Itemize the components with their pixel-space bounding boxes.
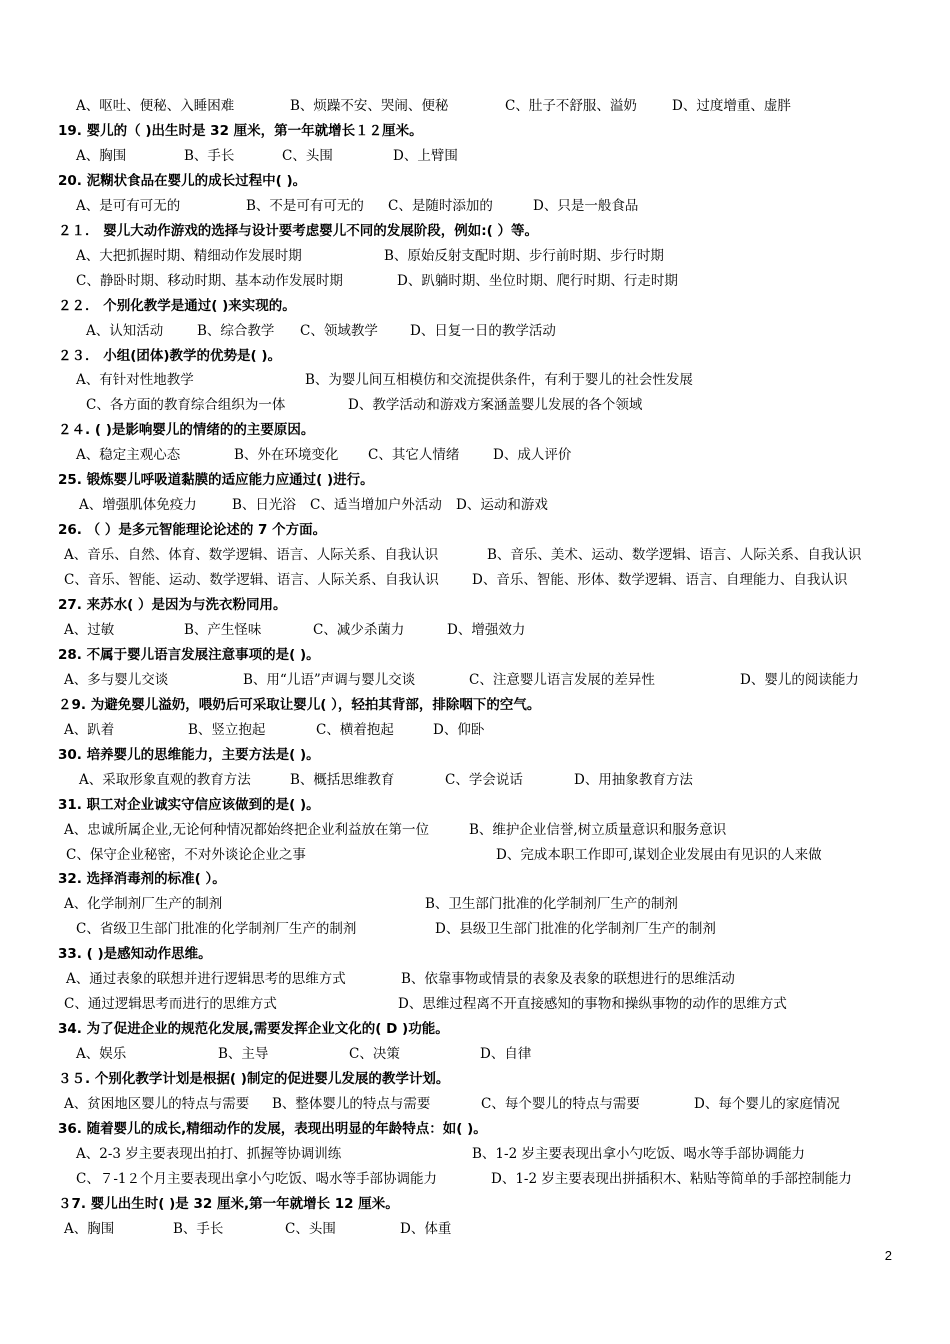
- answer-option: C、其它人情绪: [368, 447, 460, 463]
- answer-option: A、增强肌体免疫力: [79, 497, 197, 513]
- answer-option: B、整体婴儿的特点与需要: [272, 1096, 431, 1112]
- question-text: ２４. ( )是影响婴儿的情绪的的主要原因。: [58, 422, 315, 438]
- answer-option: A、过敏: [64, 622, 115, 638]
- answer-option: B、原始反射支配时期、步行前时期、步行时期: [384, 248, 664, 264]
- answer-option: A、趴着: [64, 722, 115, 738]
- question-text: 32. 选择消毒剂的标准( ）。: [58, 871, 226, 887]
- answer-option: D、上臂围: [393, 148, 458, 164]
- answer-option: A、忠诚所属企业,无论何种情况都始终把企业利益放在第一位: [64, 822, 430, 838]
- answer-option: A、贫困地区婴儿的特点与需要: [64, 1096, 250, 1112]
- answer-option: B、依靠事物或情景的表象及表象的联想进行的思维活动: [401, 971, 735, 987]
- answer-option: B、主导: [218, 1046, 269, 1062]
- answer-option: D、自律: [480, 1046, 532, 1062]
- answer-option: B、为婴儿间互相模仿和交流提供条件，有利于婴儿的社会性发展: [305, 372, 693, 388]
- answer-option: B、卫生部门批准的化学制剂厂生产的制剂: [425, 896, 678, 912]
- answer-option: A、化学制剂厂生产的制剂: [64, 896, 223, 912]
- answer-option: D、仰卧: [433, 722, 485, 738]
- answer-option: D、成人评价: [493, 447, 572, 463]
- answer-option: A、多与婴儿交谈: [64, 672, 169, 688]
- answer-option: D、用抽象教育方法: [574, 772, 693, 788]
- answer-option: D、增强效力: [447, 622, 526, 638]
- answer-option: D、只是一般食品: [533, 198, 639, 214]
- answer-option: A、胸围: [76, 148, 127, 164]
- question-text: 25. 锻炼婴儿呼吸道黏膜的适应能力应通过( )进行。: [58, 472, 374, 488]
- answer-option: A、大把抓握时期、精细动作发展时期: [76, 248, 302, 264]
- answer-option: A、呕吐、便秘、入睡困难: [76, 98, 235, 114]
- question-text: 34. 为了促进企业的规范化发展,需要发挥企业文化的( D )功能。: [58, 1021, 449, 1037]
- answer-option: C、各方面的教育综合组织为一体: [86, 397, 286, 413]
- answer-option: C、保守企业秘密，不对外谈论企业之事: [66, 847, 306, 863]
- answer-option: A、稳定主观心态: [76, 447, 181, 463]
- answer-option: C、横着抱起: [316, 722, 394, 738]
- question-text: 20. 泥糊状食品在婴儿的成长过程中( )。: [58, 173, 307, 189]
- answer-option: C、是随时添加的: [388, 198, 493, 214]
- question-text: 19. 婴儿的（ )出生时是 32 厘米，第一年就增长１２厘米。: [58, 123, 423, 139]
- answer-option: D、县级卫生部门批准的化学制剂厂生产的制剂: [435, 921, 716, 937]
- answer-option: B、综合教学: [197, 323, 275, 339]
- answer-option: B、维护企业信誉,树立质量意识和服务意识: [469, 822, 727, 838]
- question-text: 28. 不属于婴儿语言发展注意事项的是( )。: [58, 647, 320, 663]
- answer-option: A、2-3 岁主要表现出拍打、抓握等协调训练: [76, 1146, 342, 1162]
- answer-option: A、有针对性地教学: [76, 372, 194, 388]
- page-number: 2: [884, 1248, 892, 1263]
- answer-option: C、决策: [349, 1046, 400, 1062]
- answer-option: C、静卧时期、移动时期、基本动作发展时期: [76, 273, 343, 289]
- question-text: 36. 随着婴儿的成长,精细动作的发展，表现出明显的年龄特点：如( )。: [58, 1121, 487, 1137]
- answer-option: A、采取形象直观的教育方法: [79, 772, 251, 788]
- answer-option: C、省级卫生部门批准的化学制剂厂生产的制剂: [76, 921, 357, 937]
- answer-option: C、适当增加户外活动: [310, 497, 442, 513]
- question-text: 31. 职工对企业诚实守信应该做到的是( )。: [58, 797, 320, 813]
- answer-option: D、1-2 岁主要表现出拼插积木、粘贴等简单的手部控制能力: [491, 1171, 852, 1187]
- answer-option: D、婴儿的阅读能力: [740, 672, 859, 688]
- question-text: 26. （ ）是多元智能理论论述的 7 个方面。: [58, 522, 327, 538]
- answer-option: A、是可有可无的: [76, 198, 181, 214]
- answer-option: B、烦躁不安、哭闹、便秘: [290, 98, 449, 114]
- answer-option: D、过度增重、虚胖: [672, 98, 791, 114]
- answer-option: D、音乐、智能、形体、数学逻辑、语言、自理能力、自我认识: [472, 572, 848, 588]
- answer-option: C、学会说话: [445, 772, 523, 788]
- answer-option: C、音乐、智能、运动、数学逻辑、语言、人际关系、自我认识: [64, 572, 439, 588]
- question-text: ２１． 婴儿大动作游戏的选择与设计要考虑婴儿不同的发展阶段，例如:( ）等。: [58, 223, 538, 239]
- answer-option: D、日复一日的教学活动: [410, 323, 556, 339]
- answer-option: C、通过逻辑思考而进行的思维方式: [64, 996, 277, 1012]
- answer-option: D、运动和游戏: [456, 497, 548, 513]
- answer-option: C、肚子不舒服、溢奶: [505, 98, 637, 114]
- answer-option: A、娱乐: [76, 1046, 127, 1062]
- answer-option: A、通过表象的联想并进行逻辑思考的思维方式: [66, 971, 346, 987]
- question-text: ２9. 为避免婴儿溢奶，喂奶后可采取让婴儿( ），轻拍其背部，排除咽下的空气。: [58, 697, 541, 713]
- answer-option: D、完成本职工作即可,谋划企业发展由有见识的人来做: [496, 847, 822, 863]
- answer-option: A、音乐、自然、体育、数学逻辑、语言、人际关系、自我认识: [64, 547, 439, 563]
- answer-option: D、体重: [400, 1221, 452, 1237]
- answer-option: D、每个婴儿的家庭情况: [694, 1096, 840, 1112]
- question-text: ３５. 个别化教学计划是根据( )制定的促进婴儿发展的教学计划。: [58, 1071, 450, 1087]
- answer-option: C、每个婴儿的特点与需要: [481, 1096, 640, 1112]
- answer-option: C、头围: [285, 1221, 336, 1237]
- answer-option: B、用“儿语”声调与婴儿交谈: [243, 672, 416, 688]
- question-text: ２２． 个别化教学是通过( )来实现的。: [58, 298, 296, 314]
- answer-option: C、７-1２个月主要表现出拿小勺吃饭、喝水等手部协调能力: [76, 1171, 437, 1187]
- question-text: 30. 培养婴儿的思维能力，主要方法是( )。: [58, 747, 320, 763]
- question-text: ２３． 小组(团体)教学的优势是( )。: [58, 348, 282, 364]
- question-text: 33. ( )是感知动作思维。: [58, 946, 212, 962]
- answer-option: B、竖立抱起: [188, 722, 266, 738]
- question-text: ３7. 婴儿出生时( )是 32 厘米,第一年就增长 12 厘米。: [58, 1196, 399, 1212]
- answer-option: A、认知活动: [86, 323, 164, 339]
- answer-option: D、思维过程离不开直接感知的事物和操纵事物的动作的思维方式: [398, 996, 787, 1012]
- answer-option: B、产生怪味: [184, 622, 262, 638]
- answer-option: B、1-2 岁主要表现出拿小勺吃饭、喝水等手部协调能力: [472, 1146, 805, 1162]
- answer-option: C、注意婴儿语言发展的差异性: [469, 672, 655, 688]
- answer-option: C、减少杀菌力: [313, 622, 405, 638]
- answer-option: B、概括思维教育: [290, 772, 395, 788]
- answer-option: D、趴躺时期、坐位时期、爬行时期、行走时期: [397, 273, 678, 289]
- answer-option: A、胸围: [64, 1221, 115, 1237]
- answer-option: B、手长: [173, 1221, 224, 1237]
- answer-option: C、头围: [282, 148, 333, 164]
- answer-option: B、不是可有可无的: [246, 198, 364, 214]
- answer-option: B、外在环境变化: [234, 447, 339, 463]
- answer-option: B、音乐、美术、运动、数学逻辑、语言、人际关系、自我认识: [487, 547, 862, 563]
- answer-option: D、教学活动和游戏方案涵盖婴儿发展的各个领域: [348, 397, 643, 413]
- answer-option: B、日光浴: [232, 497, 296, 513]
- answer-option: C、领域教学: [300, 323, 378, 339]
- answer-option: B、手长: [184, 148, 235, 164]
- question-text: 27. 来苏水( ）是因为与洗衣粉同用。: [58, 597, 287, 613]
